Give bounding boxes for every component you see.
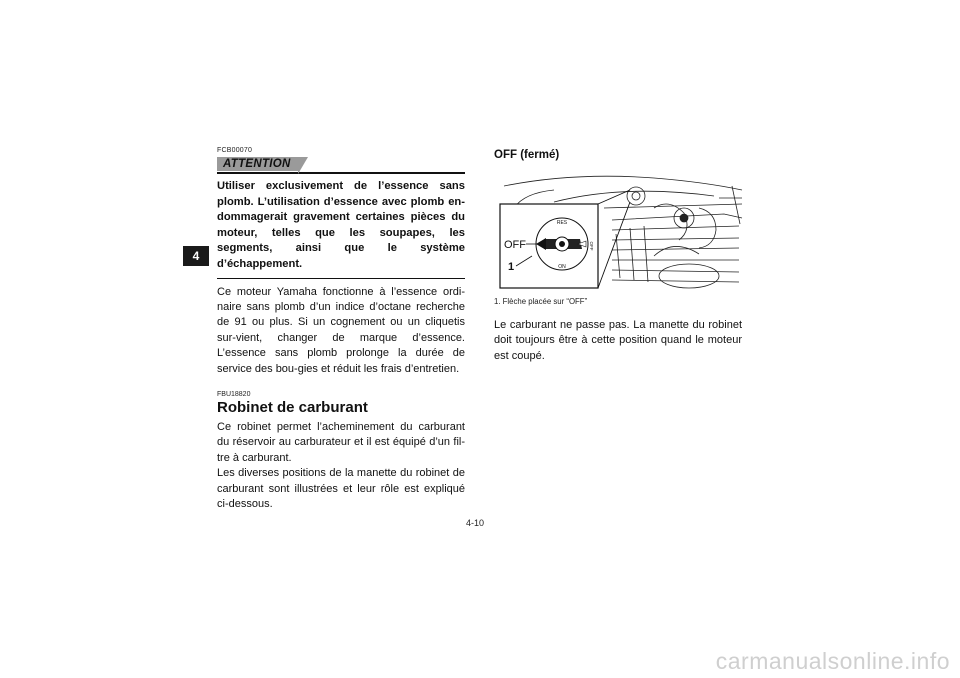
attention-text: Utiliser exclusivement de l’essence sans plomb. L’utilisation d’essence avec plomb en-dommagerait gravement certaines pièces du moteur, telles que les soupapes, les segments, ainsi que le système d’échappement.	[217, 180, 465, 270]
left-column	[217, 147, 465, 512]
fuel-cock-illustration	[494, 168, 744, 293]
section-title: Robinet de carburant	[217, 399, 368, 416]
fuel-cock-figure	[494, 168, 744, 293]
label-res: RES	[556, 220, 568, 226]
callout-number: 1	[508, 261, 515, 273]
position-title: OFF (fermé)	[494, 149, 560, 161]
label-side: OFF	[589, 241, 594, 251]
attention-bottom-rule	[217, 278, 465, 279]
right-column	[494, 147, 742, 364]
chapter-tab: 4	[183, 246, 209, 266]
fuel-cock-paragraph-2: Les diverses positions de la manette du robinet de carburant sont illustrées et leur rôle est expliqué ci-dessous.	[217, 467, 465, 511]
section-code: FBU18820	[217, 391, 251, 398]
attention-label: ATTENTION	[217, 157, 298, 171]
attention-code: FCB00070	[217, 147, 253, 154]
fuel-paragraph: Ce moteur Yamaha fonctionne à l’essence ordi-naire sans plomb d’un indice d’octane recherche de 91 ou plus. Si un cognement ou un cliquetis sur-vient, changer de marque d’essence. L’essence sans plomb prolonge la durée de service des bou-gies et réduit les frais d’entretien.	[217, 285, 465, 375]
off-description: Le carburant ne passe pas. La manette du robinet doit toujours être à cette position quand le moteur est coupé.	[494, 319, 742, 362]
figure-caption: 1. Flèche placée sur “OFF”	[494, 297, 588, 306]
label-off: OFF	[504, 239, 526, 251]
fuel-cock-paragraph-1: Ce robinet permet l’acheminement du carburant du réservoir au carburateur et il est équipé d’un fil-tre à carburant.	[217, 421, 465, 464]
label-on: ON	[558, 264, 566, 270]
page-number: 4-10	[466, 518, 485, 528]
attention-top-rule	[217, 172, 465, 174]
attention-header	[217, 154, 465, 172]
watermark: carmanualsonline.info	[715, 648, 950, 674]
